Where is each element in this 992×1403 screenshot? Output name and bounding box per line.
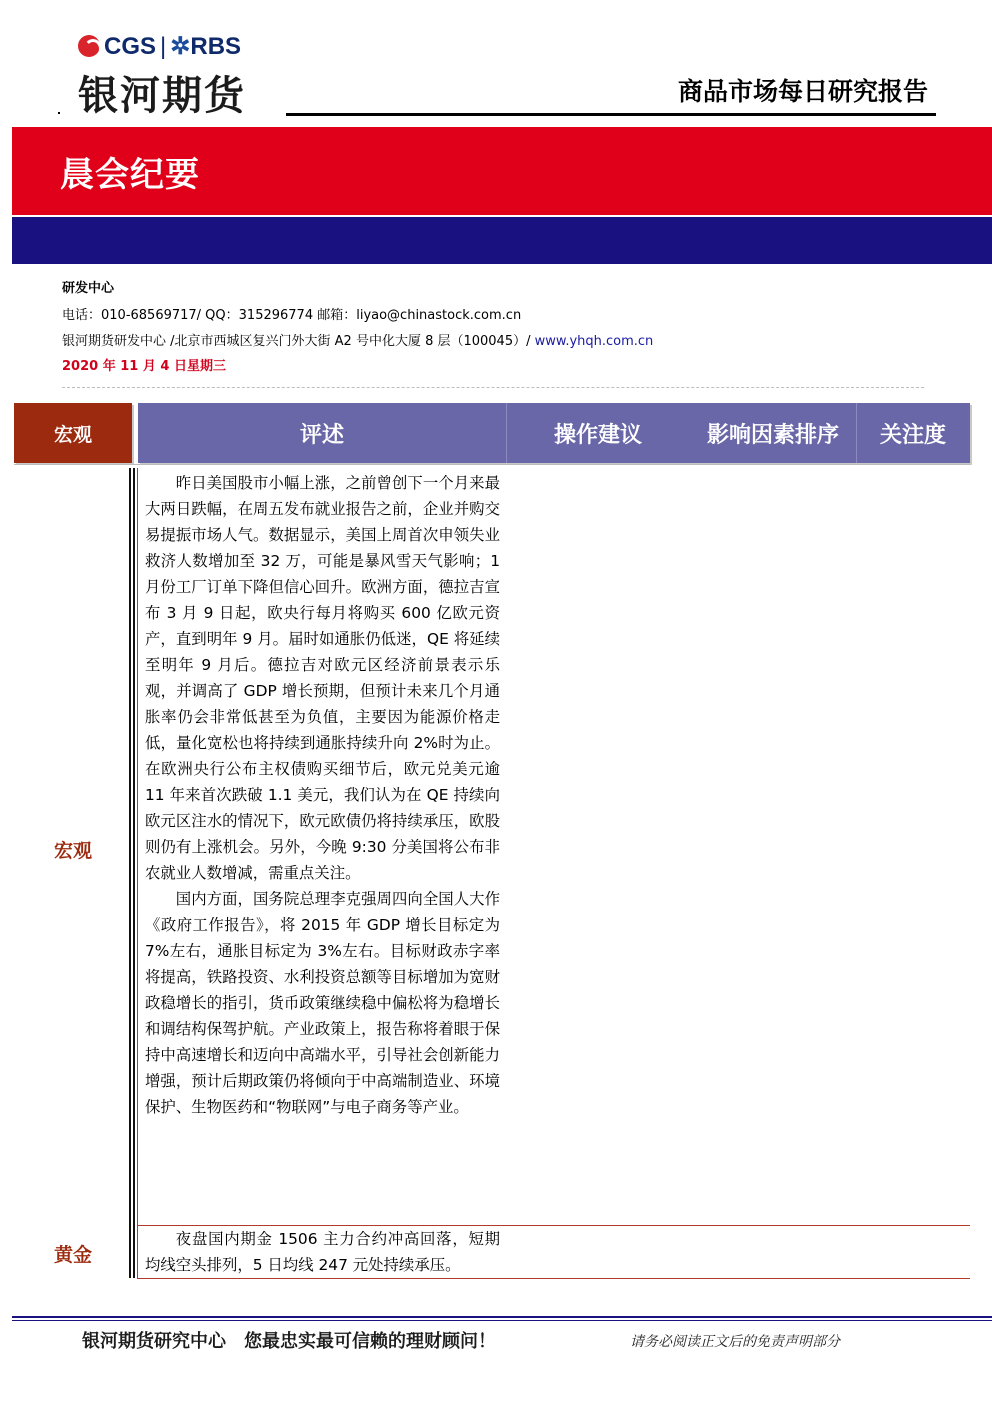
footer-slogan: 银河期货研究中心 您最忠实最可信赖的理财顾问！ xyxy=(82,1331,496,1352)
report-date: 2020 年 11 月 4 日星期三 xyxy=(62,359,226,374)
col-advice: 操作建议 xyxy=(553,422,642,448)
banner-title: 晨会纪要 xyxy=(60,155,200,195)
content-divider xyxy=(137,468,138,1278)
table-bottom-rule xyxy=(137,1278,970,1279)
company-name-logo: 银河期货 xyxy=(78,73,246,119)
report-title: 商品市场每日研究报告 xyxy=(677,77,928,106)
address-text: 银河期货研发中心 /北京市西城区复兴门外大街 A2 号中化大厦 8 层（100045）/ xyxy=(62,334,535,349)
row-category-gold: 黄金 xyxy=(53,1244,92,1266)
table-header xyxy=(138,403,970,463)
category-header: 宏观 xyxy=(14,403,132,463)
header-rule xyxy=(286,113,936,116)
macro-commentary xyxy=(145,470,500,1120)
footer-rule xyxy=(12,1320,992,1321)
gold-commentary xyxy=(145,1226,500,1278)
website-link[interactable]: www.yhqh.com.cn xyxy=(534,334,654,349)
category-divider xyxy=(133,468,135,1278)
footer-disclaimer: 请务必阅读正文后的免责声明部分 xyxy=(630,1334,840,1350)
footer-rule xyxy=(12,1316,992,1318)
table-top-rule xyxy=(14,464,970,465)
cgs-swirl-icon xyxy=(78,35,100,57)
header-dot xyxy=(58,112,60,114)
commentary-paragraph: 昨日美国股市小幅上涨，之前曾创下一个月来最大两日跌幅，在周五发布就业报告之前，企业并购交易提振市场人气。数据显示，美国上周首次申领失业救济人数增加至 32 万，可能是暴风雪天气影响；1 月份工厂订单下降但信心回升。欧洲方面，德拉吉宣布 3 月 9 日起，欧央行每月将购买 600 亿欧元资产，直到明年 9 月。届时如通胀仍低迷，QE 将延续至明年 9 月后。德拉吉对欧元区经济前景表示乐观，并调高了 GDP 增长预期，但预计未来几个月通胀率仍会非常低甚至为负值，主要因为能源价格走低，量化宽松也将持续到通胀持续升向 2%时为止。在欧洲央行公布主权债购买细节后，欧元兑美元逾 11 年来首次跌破 1.1 美元，我们认为在 QE 持续向欧元区注水的情况下，欧元欧债仍将持续承压，欧股则仍有上涨机会。另外，今晚 9:30 分美国将公布非农就业人数增减，需重点关注。 xyxy=(145,474,500,882)
commentary-paragraph: 国内方面，国务院总理李克强周四向全国人大作《政府工作报告》，将 2015 年 GDP 增长目标定为 7%左右，通胀目标定为 3%左右。目标财政赤字率将提高，铁路投资、水利投资总额等目标增加为宽财政稳增长的指引，货币政策继续稳中偏松将为稳增长和调结构保驾护航。产业政策上，报告称将着眼于保持中高速增长和迈向中高端水平，引导社会创新能力增强，预计后期政策仍将倾向于中高端制造业、环境保护、生物医药和“物联网”与电子商务等产业。 xyxy=(145,890,500,1116)
commentary-paragraph: 夜盘国内期金 1506 主力合约冲高回落，短期均线空头排列，5 日均线 247 元处持续承压。 xyxy=(145,1230,500,1274)
col-commentary: 评述 xyxy=(299,422,344,448)
navy-band xyxy=(12,217,992,264)
row-category-macro: 宏观 xyxy=(53,840,92,862)
title-banner xyxy=(12,127,992,215)
category-divider xyxy=(129,468,131,1278)
cgs-rbs-logo: CGS | ✲RBS xyxy=(78,32,241,61)
contact-line: 电话：010-68569717/ QQ：315296774 邮箱：liyao@chinastock.com.cn xyxy=(62,308,522,323)
col-factors: 影响因素排序 xyxy=(706,422,839,448)
dept-name: 研发中心 xyxy=(62,281,115,296)
col-attention: 关注度 xyxy=(879,422,946,448)
dashed-divider xyxy=(62,387,924,388)
address-line xyxy=(62,330,653,349)
